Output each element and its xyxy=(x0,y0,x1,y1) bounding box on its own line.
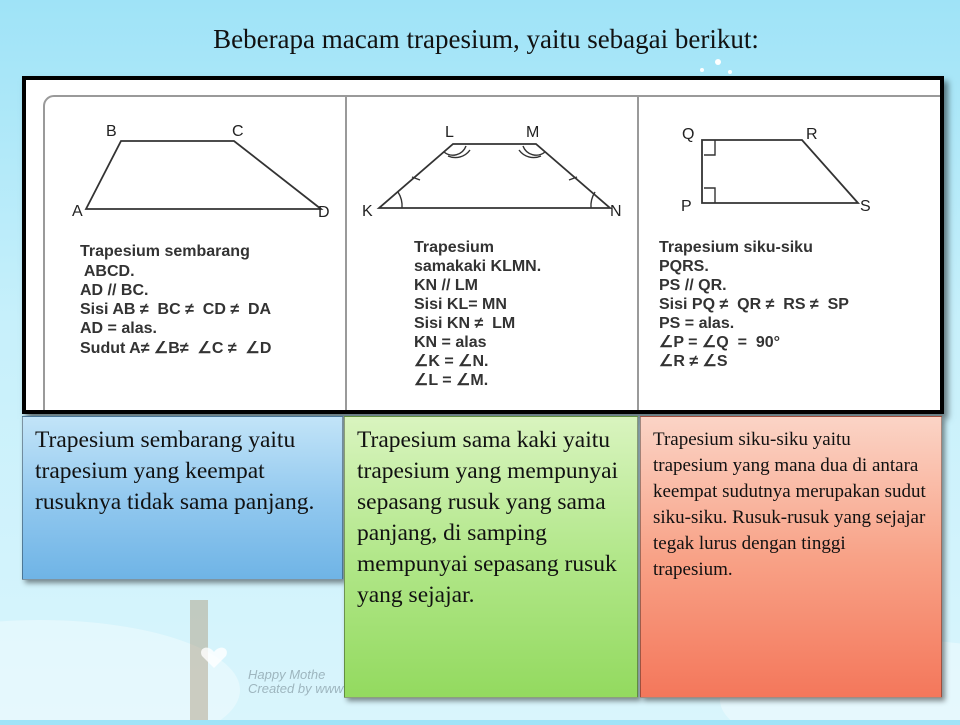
property-line: KN // LM xyxy=(414,277,478,294)
property-line: ∠K = ∠N. xyxy=(414,353,489,370)
vertex-label: M xyxy=(526,124,540,141)
panel-trapesium-sembarang xyxy=(22,416,343,580)
vertex-label: P xyxy=(681,198,692,215)
property-line: AD = alas. xyxy=(80,320,157,337)
watermark-line: Created by www xyxy=(248,681,344,696)
property-line: Trapesium siku-siku xyxy=(659,239,813,256)
vertex-label: N xyxy=(610,203,622,220)
slide-title: Beberapa macam trapesium, yaitu sebagai berikut: xyxy=(213,24,759,54)
property-line: ABCD. xyxy=(80,263,135,280)
panel-trapesium-siku-siku xyxy=(640,416,942,698)
property-line: KN = alas xyxy=(414,334,487,351)
vertex-label: K xyxy=(362,203,373,220)
vertex-label: R xyxy=(806,126,818,143)
property-line: Sisi AB ≠ BC ≠ CD ≠ DA xyxy=(80,301,272,318)
tree-trunk-graphic xyxy=(190,600,208,720)
property-line: Sudut A≠ ∠B≠ ∠C ≠ ∠D xyxy=(80,340,272,357)
property-line: PQRS. xyxy=(659,258,709,275)
property-line: Sisi KN ≠ LM xyxy=(414,315,516,332)
panel-trapesium-sama-kaki xyxy=(344,416,638,698)
property-line: ∠L = ∠M. xyxy=(414,372,489,389)
property-line: Sisi KL= MN xyxy=(414,296,507,313)
panel-text: Trapesium siku-siku yaitu trapesium yang mana dua di antara keempat sudutnya merupakan sudut siku-siku. Rusuk-rusuk yang sejajar tegak lurus dengan tinggi trapesium. xyxy=(653,429,926,580)
background-watermark xyxy=(248,668,343,696)
property-line: PS = alas. xyxy=(659,315,735,332)
vertex-label: L xyxy=(445,124,454,141)
property-line: Trapesium sembarang xyxy=(80,243,250,260)
trapezium-figure xyxy=(22,76,944,414)
property-line: samakaki KLMN. xyxy=(414,258,542,275)
vertex-label: Q xyxy=(682,126,695,143)
vertex-label: C xyxy=(232,123,244,140)
property-line: Trapesium xyxy=(414,239,495,256)
vertex-label: S xyxy=(860,198,871,215)
trapezium-diagram xyxy=(26,80,940,410)
vertex-label: D xyxy=(318,204,330,221)
property-line: ∠R ≠ ∠S xyxy=(659,353,728,370)
property-line: PS // QR. xyxy=(659,277,727,294)
watermark-line: Happy Mothe xyxy=(248,667,326,682)
property-line: AD // BC. xyxy=(80,282,149,299)
vertex-label: B xyxy=(106,123,117,140)
panel-text: Trapesium sembarang yaitu trapesium yang keempat rusuknya tidak sama panjang. xyxy=(35,427,315,515)
vertex-label: A xyxy=(72,203,83,220)
property-line: ∠P = ∠Q = 90° xyxy=(659,334,781,351)
panel-text: Trapesium sama kaki yaitu trapesium yang mempunyai sepasang rusuk yang sama panjang, di samping mempunyai sepasang rusuk yang sejajar. xyxy=(357,427,619,608)
property-line: Sisi PQ ≠ QR ≠ RS ≠ SP xyxy=(659,296,849,313)
